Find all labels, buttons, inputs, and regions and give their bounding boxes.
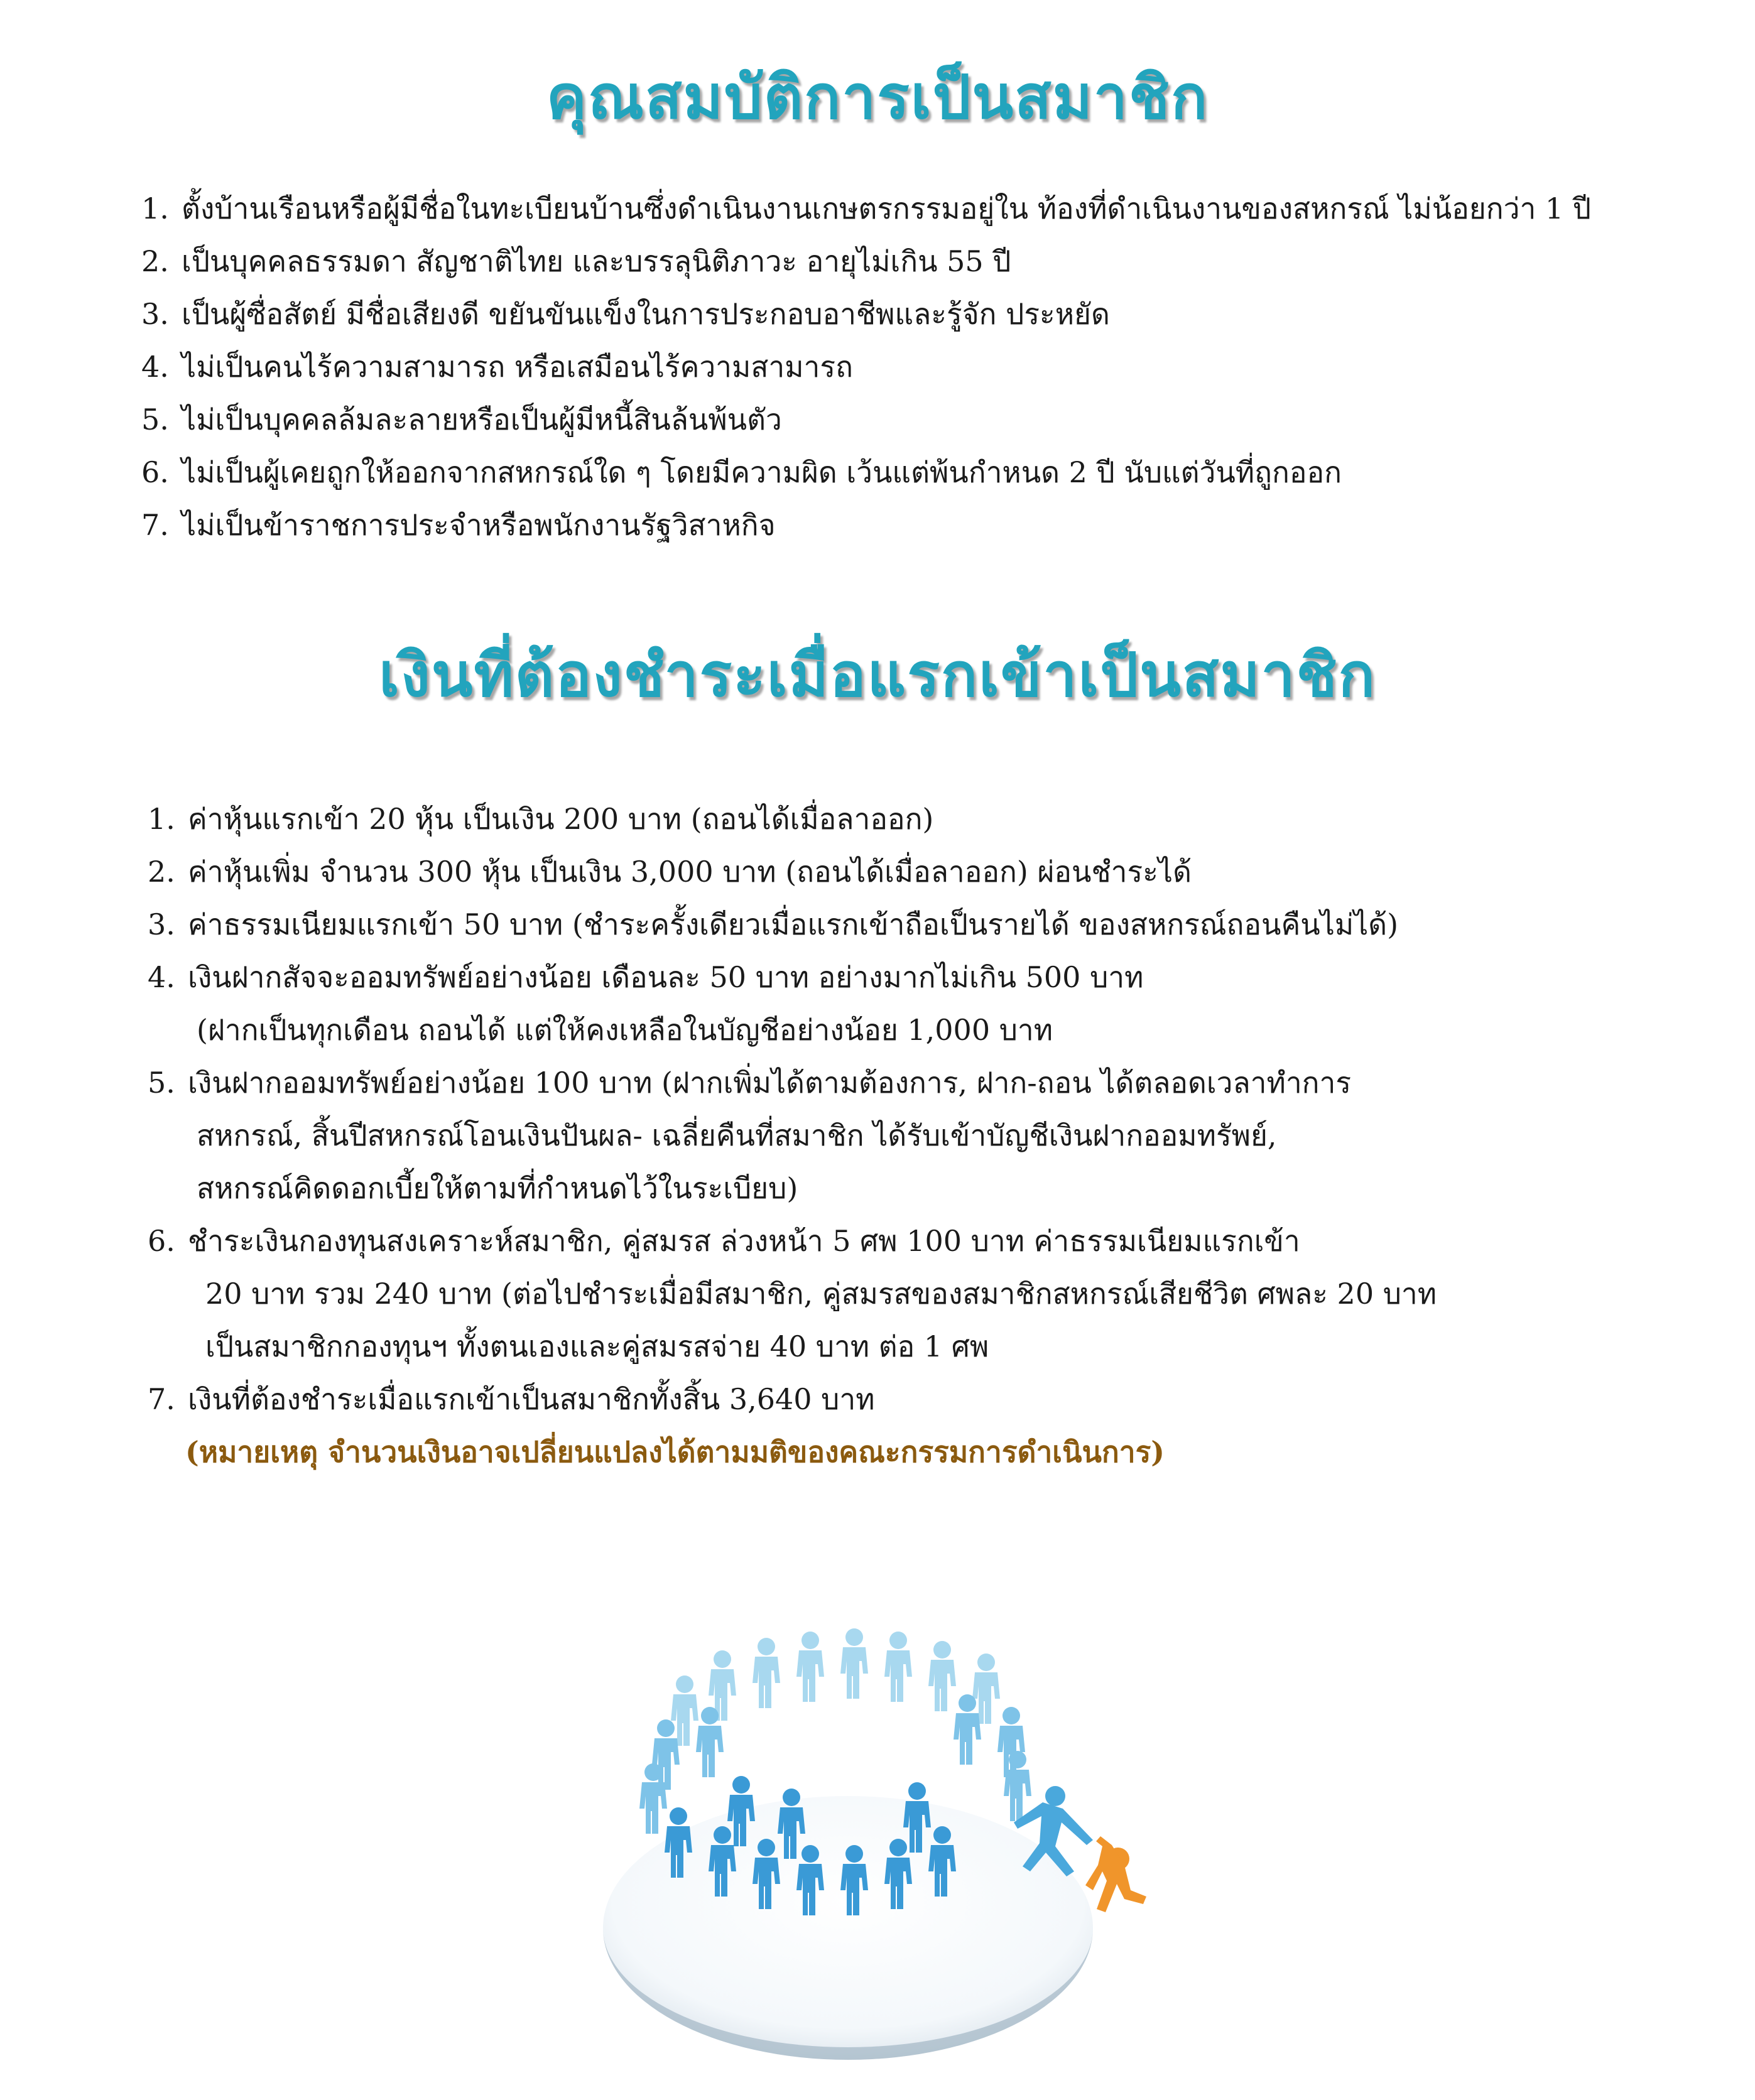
entry-fees-list [148, 793, 1437, 1426]
list-item: 6. ไม่เป็นผู้เคยถูกให้ออกจากสหกรณ์ใด ๆ โดยมีความผิด เว้นแต่พ้นกำหนด 2 ปี นับแต่วันที่ถูกออก [141, 455, 1342, 489]
qualifications-heading: คุณสมบัติการเป็นสมาชิก [546, 62, 1209, 133]
remark-note: (หมายเหตุ จำนวนเงินอาจเปลี่ยนแปลงได้ตามมติของคณะกรรมการดำเนินการ) [185, 1435, 1165, 1469]
list-item: 4. ไม่เป็นคนไร้ความสามารถ หรือเสมือนไร้ความสามารถ [141, 350, 853, 384]
list-item: 1. ค่าหุ้นแรกเข้า 20 หุ้น เป็นเงิน 200 บาท (ถอนได้เมื่อลาออก) [148, 802, 934, 836]
list-item: 6. ชำระเงินกองทุนสงเคราะห์สมาชิก, คู่สมรส ล่วงหน้า 5 ศพ 100 บาท ค่าธรรมเนียมแรกเข้า [148, 1224, 1300, 1258]
list-item: 7. ไม่เป็นข้าราชการประจำหรือพนักงานรัฐวิสาหกิจ [141, 508, 776, 542]
list-item-continuation: สหกรณ์, สิ้นปีสหกรณ์โอนเงินปันผล- เฉลี่ยคืนที่สมาชิก ได้รับเข้าบัญชีเงินฝากออมทรัพย์, [197, 1118, 1277, 1152]
list-item: 3. เป็นผู้ซื่อสัตย์ มีชื่อเสียงดี ขยันขันแข็งในการประกอบอาชีพและรู้จัก ประหยัด [141, 297, 1110, 331]
list-item: 5. ไม่เป็นบุคคลล้มละลายหรือเป็นผู้มีหนี้สินล้นพ้นตัว [141, 403, 782, 436]
list-item-continuation: (ฝากเป็นทุกเดือน ถอนได้ แต่ให้คงเหลือในบัญชีอย่างน้อย 1,000 บาท [197, 1013, 1053, 1047]
list-item: 7. เงินที่ต้องชำระเมื่อแรกเข้าเป็นสมาชิกทั้งสิ้น 3,640 บาท [148, 1382, 875, 1416]
list-item: 2. ค่าหุ้นเพิ่ม จำนวน 300 หุ้น เป็นเงิน 3,000 บาท (ถอนได้เมื่อลาออก) ผ่อนชำระได้ [148, 855, 1192, 889]
list-item-continuation: 20 บาท รวม 240 บาท (ต่อไปชำระเมื่อมีสมาชิก, คู่สมรสของสมาชิกสหกรณ์เสียชีวิต ศพละ 20 บาท [205, 1277, 1437, 1311]
entry-fees-heading: เงินที่ต้องชำระเมื่อแรกเข้าเป็นสมาชิก [379, 640, 1376, 710]
list-item: 3. ค่าธรรมเนียมแรกเข้า 50 บาท (ชำระครั้งเดียวเมื่อแรกเข้าถือเป็นรายได้ ของสหกรณ์ถอนคืนไม่ได้) [148, 907, 1399, 941]
list-item-continuation: สหกรณ์คิดดอกเบี้ยให้ตามที่กำหนดไว้ในระเบียบ) [197, 1171, 798, 1205]
list-item: 1. ตั้งบ้านเรือนหรือผู้มีชื่อในทะเบียนบ้านซึ่งดำเนินงานเกษตรกรรมอยู่ใน ท้องที่ดำเนินงานของสหกรณ์ ไม่น้อยกว่า 1 ปี [141, 192, 1592, 225]
list-item: 2. เป็นบุคคลธรรมดา สัญชาติไทย และบรรลุนิติภาวะ อายุไม่เกิน 55 ปี [141, 244, 1011, 278]
list-item: 5. เงินฝากออมทรัพย์อย่างน้อย 100 บาท (ฝากเพิ่มได้ตามต้องการ, ฝาก-ถอน ได้ตลอดเวลาทำการ [148, 1066, 1352, 1100]
qualifications-list [141, 182, 1591, 551]
list-item-continuation: เป็นสมาชิกกองทุนฯ ทั้งตนเองและคู่สมรสจ่าย 40 บาท ต่อ 1 ศพ [205, 1329, 989, 1363]
list-item: 4. เงินฝากสัจจะออมทรัพย์อย่างน้อย เดือนละ 50 บาท อย่างมากไม่เกิน 500 บาท [148, 960, 1144, 994]
climbing-person-orange [1085, 1836, 1146, 1912]
community-people-illustration [578, 1595, 1206, 2072]
